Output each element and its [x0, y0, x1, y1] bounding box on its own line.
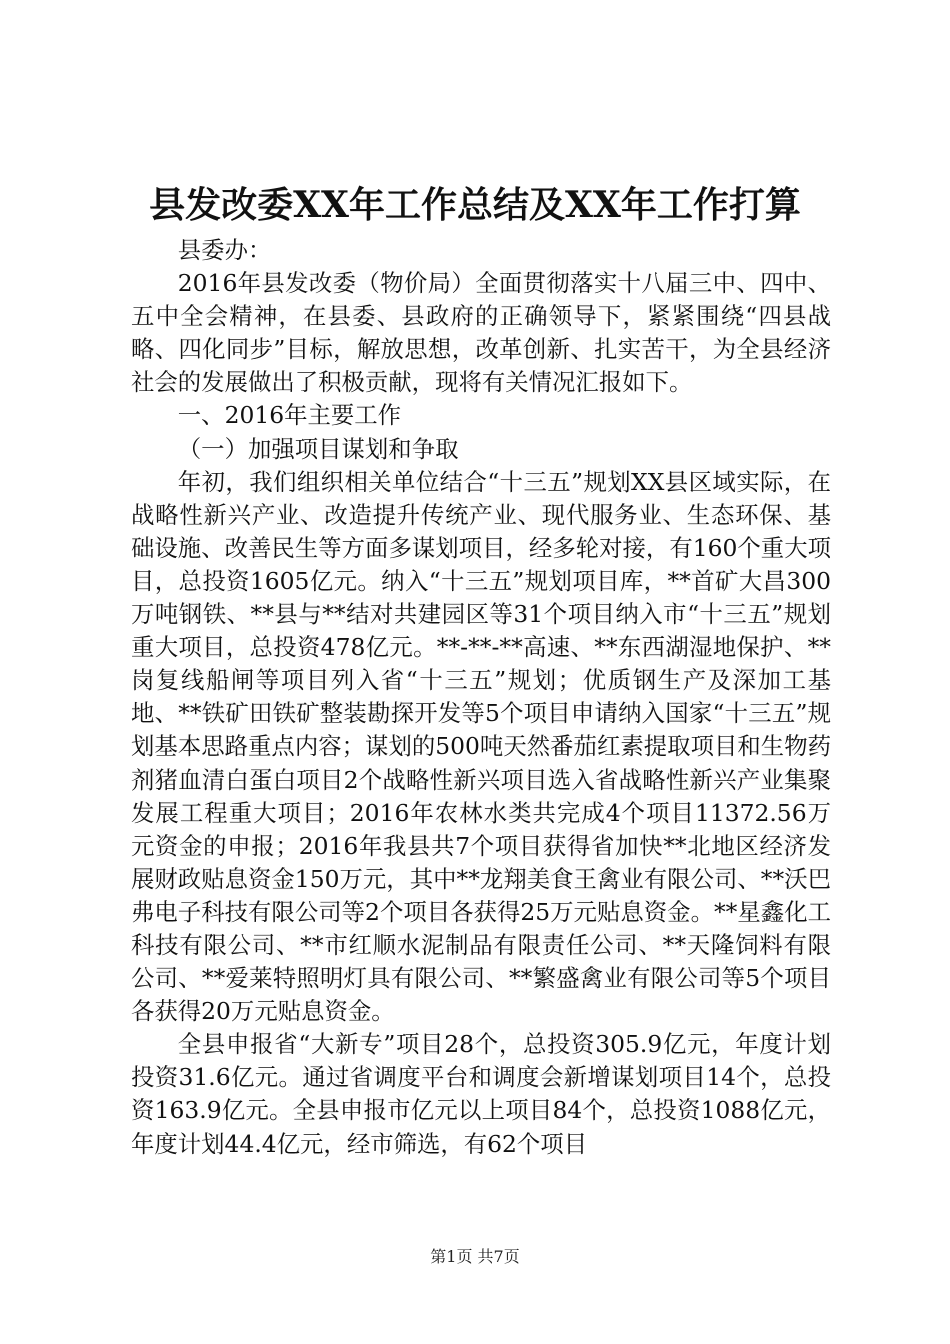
document-title: 县发改委XX年工作总结及XX年工作打算 [149, 184, 801, 226]
paragraph: 2016年县发改委（物价局）全面贯彻落实十八届三中、四中、五中全会精神，在县委、县政府的正确领导下，紧紧围绕“四县战略、四化同步”目标，解放思想，改革创新、扎实苦干，为全县经济社会的发展做出了积极贡献，现将有关情况汇报如下。 [131, 269, 831, 397]
paragraph: 年初，我们组织相关单位结合“十三五”规划XX县区域实际，在战略性新兴产业、改造提升传统产业、现代服务业、生态环保、基础设施、改善民生等方面多谋划项目，经多轮对接，有160个重大项目，总投资1605亿元。纳入“十三五”规划项目库，**首矿大昌300万吨钢铁、**县与**结对共建园区等31个项目纳入市“十三五”规划重大项目，总投资478亿元。**-**-**高速、**东西湖湿地保护、**岗复线船闸等项目列入省“十三五”规划；优质钢生产及深加工基地、**铁矿田铁矿整装勘探开发等5个项目申请纳入国家“十三五”规划基本思路重点内容；谋划的500吨天然番茄红素提取项目和生物药剂猪血清白蛋白项目2个战略性新兴项目选入省战略性新兴产业集聚发展工程重大项目；2016年农林水类共完成4个项目11372.56万元资金的申报；2016年我县共7个项目获得省加快**北地区经济发展财政贴息资金150万元，其中**龙翔美食王禽业有限公司、**沃巴弗电子科技有限公司等2个项目各获得25万元贴息资金。**星鑫化工科技有限公司、**市红顺水泥制品有限责任公司、**天隆饲料有限公司、**爱莱特照明灯具有限公司、**繁盛禽业有限公司等5个项目各获得20万元贴息资金。 [131, 467, 831, 1026]
section-heading: 一、2016年主要工作 [177, 401, 402, 430]
subsection-heading: （一）加强项目谋划和争取 [177, 434, 459, 463]
document-body [131, 234, 831, 1161]
salutation: 县委办： [177, 236, 272, 264]
page-footer: 第1页 共7页 [430, 1247, 520, 1266]
paragraph: 全县申报省“大新专”项目28个，总投资305.9亿元，年度计划投资31.6亿元。通过省调度平台和调度会新增谋划项目14个，总投资163.9亿元。全县申报市亿元以上项目84个，总投资1088亿元，年度计划44.4亿元，经市筛选，有62个项目 [131, 1030, 831, 1158]
